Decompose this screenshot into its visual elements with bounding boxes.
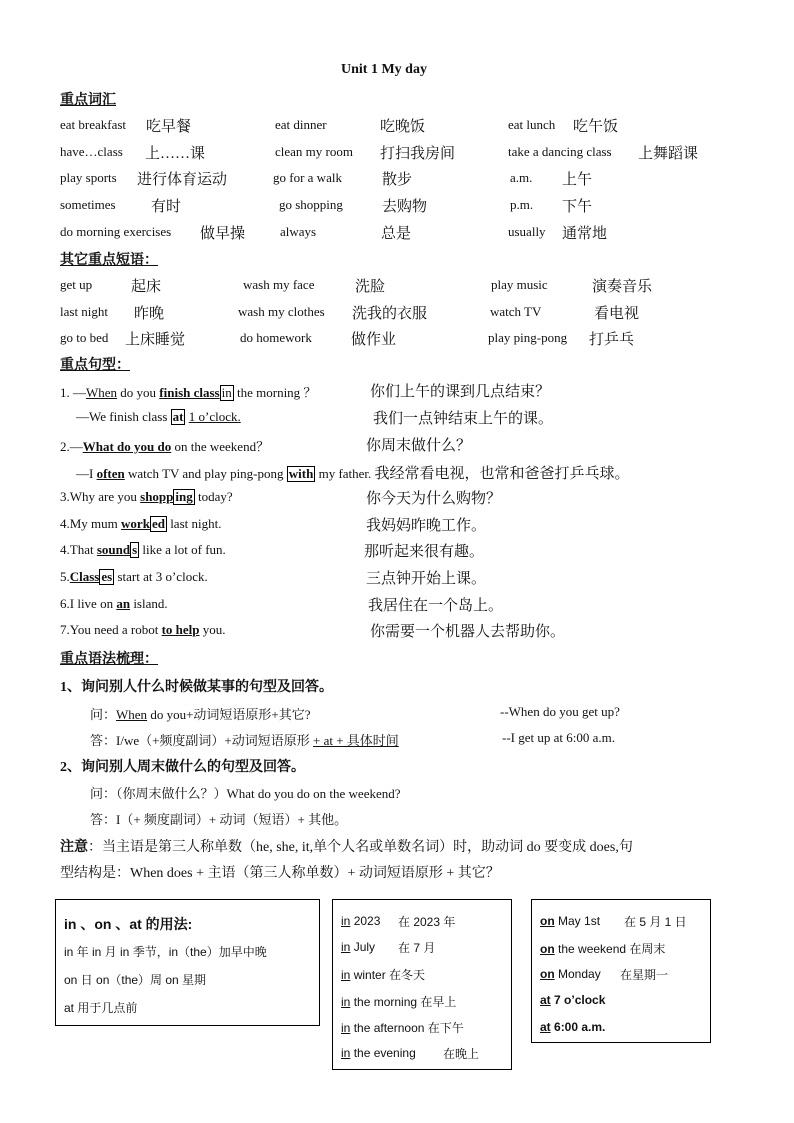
vocab-cn: 上午 [562, 172, 593, 188]
grammar-answer-2: 答：I（+ 频度副词）+ 动词（短语）+ 其他。 [90, 812, 348, 827]
in-example: in the afternoon 在下午 [341, 1021, 464, 1035]
sentence-8-cn: 你需要一个机器人去帮助你。 [370, 624, 566, 640]
sentence-6: 5.Class es start at 3 o’clock. [60, 569, 208, 584]
grammar-note-line-1: 注意：当主语是第三人称单数（he, she, it,单个人名或单数名词）时，助动词 do 要变成 does,句 [60, 840, 633, 855]
phrase-cn: 上床睡觉 [125, 332, 186, 348]
phrase-cn: 看电视 [594, 306, 640, 322]
vocab-en: take a dancing class [508, 144, 612, 159]
vocab-en: clean my room [275, 144, 353, 159]
vocab-en: always [280, 224, 317, 239]
sentence-3-cn: 你今天为什么购物？ [366, 491, 502, 507]
phrase-en: play ping-pong [488, 330, 568, 345]
page-title: Unit 1 My day [341, 62, 427, 77]
phrase-cn: 演奏音乐 [592, 279, 653, 295]
vocab-cn: 有时 [151, 199, 182, 215]
sentence-1a: 1. —When do you finish class in the morning ？ [60, 385, 317, 400]
sentence-4: 4.My mum work ed last night. [60, 516, 222, 531]
sentence-1b: —We finish class at 1 o’clock. [76, 409, 241, 424]
phrases-heading: 其它重点短语： [60, 253, 158, 268]
in-example: in 2023 [341, 914, 381, 928]
vocab-cn: 散步 [382, 172, 413, 188]
sentence-6-cn: 三点钟开始上课。 [366, 571, 487, 587]
on-at-examples-box [531, 899, 711, 1043]
grammar-heading: 重点语法梳理： [60, 652, 158, 667]
vocab-en: sometimes [60, 197, 116, 212]
vocab-en: usually [508, 224, 546, 239]
vocab-cn: 下午 [562, 199, 593, 215]
vocab-cn: 通常地 [562, 226, 608, 242]
vocab-en: eat breakfast [60, 117, 127, 132]
phrase-cn: 打乒乓 [589, 332, 635, 348]
phrase-en: wash my face [243, 277, 315, 292]
sentence-2b: —I often watch TV and play ping-pong with my father. 我经常看电视，也常和爸爸打乒乓球。 [76, 466, 630, 482]
sentence-7: 6.I live on an island. [60, 596, 168, 611]
on-example-cn: 在星期一 [620, 968, 669, 982]
grammar-point-1: 1、询问别人什么时候做某事的句型及回答。 [60, 680, 333, 695]
sentence-7-cn: 我居住在一个岛上。 [368, 598, 504, 614]
in-example: in the morning 在早上 [341, 995, 457, 1009]
vocab-en: play sports [60, 170, 117, 185]
vocab-cn: 进行体育运动 [137, 172, 228, 188]
sentence-3: 3.Why are you shopp ing today? [60, 489, 233, 504]
vocab-en: do morning exercises [60, 224, 172, 239]
vocab-en: eat lunch [508, 117, 556, 132]
usage-line: in 年 in 月 in 季节，in（the）加早中晚 [64, 945, 267, 959]
sentence-5: 4.That sound s like a lot of fun. [60, 542, 226, 557]
in-example: in winter 在冬天 [341, 968, 426, 982]
phrase-cn: 起床 [131, 279, 162, 295]
vocab-cn: 上……课 [145, 146, 206, 162]
grammar-answer-1: 答：I/we（+频度副词）+动词短语原形 + at + 具体时间 [90, 733, 399, 748]
in-example-cn: 在 7 月 [398, 941, 436, 955]
phrase-cn: 昨晚 [134, 306, 165, 322]
grammar-example-a1: --I get up at 6:00 a.m. [502, 730, 615, 745]
grammar-note-line-2: 型结构是：When does + 主语（第三人称单数）+ 动词短语原形 + 其它？ [60, 866, 500, 881]
grammar-point-2: 2、询问别人周末做什么的句型及回答。 [60, 760, 305, 775]
grammar-question-1: 问：When do you+动词短语原形+其它? [90, 707, 311, 722]
in-example-cn: 在 2023 年 [398, 915, 456, 929]
phrase-en: go to bed [60, 330, 109, 345]
usage-line: at 用于几点前 [64, 1001, 138, 1015]
in-example-cn: 在晚上 [443, 1047, 480, 1061]
vocab-cn: 打扫我房间 [380, 146, 456, 162]
on-example: on Monday [540, 967, 601, 981]
on-example-cn: 在 5 月 1 日 [624, 915, 687, 929]
phrase-en: play music [491, 277, 548, 292]
sentence-1b-cn: 我们一点钟结束上午的课。 [373, 411, 554, 427]
vocab-cn: 做早操 [200, 226, 246, 242]
phrase-en: wash my clothes [238, 304, 325, 319]
usage-box-title: in 、on 、at 的用法: [64, 916, 193, 932]
in-example: in July [341, 940, 376, 954]
vocab-en: go for a walk [273, 170, 342, 185]
in-examples-box [332, 899, 512, 1070]
sentences-heading: 重点句型： [60, 358, 130, 373]
phrase-en: do homework [240, 330, 312, 345]
sentence-8: 7.You need a robot to help you. [60, 622, 226, 637]
phrase-en: get up [60, 277, 93, 292]
grammar-example-q1: --When do you get up? [500, 704, 620, 719]
on-example: on May 1st [540, 914, 601, 928]
phrase-en: last night [60, 304, 109, 319]
phrase-en: watch TV [490, 304, 542, 319]
at-example: at 7 o’clock [540, 993, 606, 1007]
usage-box [55, 899, 320, 1026]
vocab-cn: 总是 [381, 226, 412, 242]
phrase-cn: 洗脸 [355, 279, 386, 295]
vocab-cn: 吃晚饭 [380, 119, 426, 135]
sentence-2a-cn: 你周末做什么？ [366, 438, 472, 454]
in-example: in the evening [341, 1046, 416, 1060]
sentence-4-cn: 我妈妈昨晚工作。 [366, 518, 487, 534]
vocab-en: go shopping [279, 197, 343, 212]
vocab-en: eat dinner [275, 117, 327, 132]
vocab-cn: 上舞蹈课 [638, 146, 699, 162]
usage-line: on 日 on（the）周 on 星期 [64, 973, 207, 987]
vocab-cn: 去购物 [382, 199, 428, 215]
grammar-question-2: 问：（你周末做什么？）What do you do on the weekend? [90, 786, 401, 801]
vocab-en: a.m. [510, 170, 533, 185]
vocab-cn: 吃早餐 [146, 119, 192, 135]
vocab-en: p.m. [510, 197, 534, 212]
phrase-cn: 做作业 [351, 332, 397, 348]
sentence-1a-cn: 你们上午的课到几点结束？ [370, 384, 551, 400]
vocab-heading: 重点词汇 [60, 93, 116, 108]
at-example: at 6:00 a.m. [540, 1020, 606, 1034]
on-example: on the weekend 在周末 [540, 942, 666, 956]
vocab-cn: 吃午饭 [573, 119, 619, 135]
vocab-en: have…class [60, 144, 123, 159]
sentence-2a: 2.—What do you do on the weekend？ [60, 439, 270, 454]
phrase-cn: 洗我的衣服 [352, 306, 428, 322]
sentence-5-cn: 那听起来很有趣。 [364, 544, 485, 560]
